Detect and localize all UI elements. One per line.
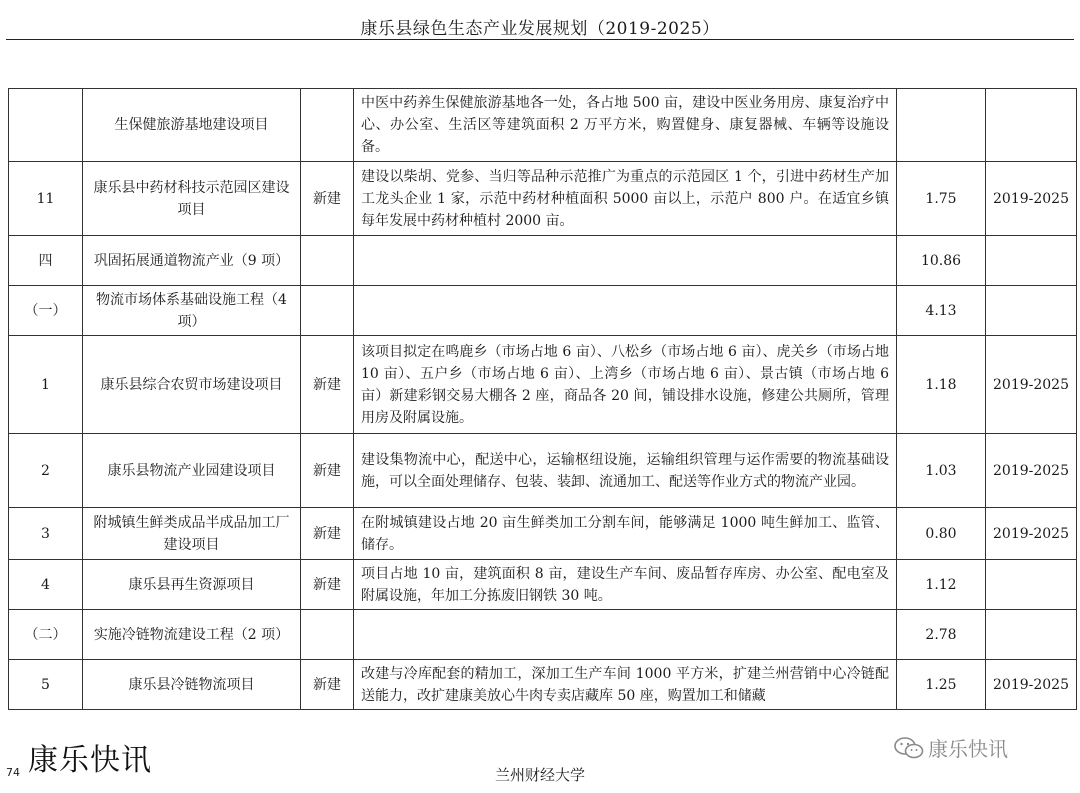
investment-amount (897, 89, 986, 162)
row-number: （二） (9, 610, 83, 660)
construction-period (986, 89, 1077, 162)
row-number: 4 (9, 560, 83, 610)
project-name: 康乐县中药材科技示范园区建设项目 (83, 162, 301, 236)
construction-type: 新建 (301, 162, 354, 236)
investment-amount: 1.03 (897, 434, 986, 508)
construction-type: 新建 (301, 434, 354, 508)
construction-type: 新建 (301, 508, 354, 560)
investment-amount: 1.25 (897, 660, 986, 710)
investment-amount: 10.86 (897, 236, 986, 286)
project-description: 项目占地 10 亩，建筑面积 8 亩，建设生产车间、废品暂存库房、办公室、配电室及附属设施，年加工分拣废旧钢铁 30 吨。 (354, 560, 897, 610)
watermark-text: 康乐快讯 (928, 737, 1008, 761)
project-description: 改建与冷库配套的精加工，深加工生产车间 1000 平方米，扩建兰州营销中心冷链配送能力，改扩建康美放心牛肉专卖店藏库 50 座，购置加工和储藏 (354, 660, 897, 710)
construction-type (301, 286, 354, 336)
project-name: 附城镇生鲜类成品半成品加工厂建设项目 (83, 508, 301, 560)
row-number: 四 (9, 236, 83, 286)
investment-amount: 0.80 (897, 508, 986, 560)
project-description (354, 610, 897, 660)
institution-name: 兰州财经大学 (494, 766, 585, 784)
page-number: 74 (6, 766, 20, 779)
construction-period: 2019-2025 (986, 434, 1077, 508)
investment-amount: 4.13 (897, 286, 986, 336)
project-name: 康乐县再生资源项目 (83, 560, 301, 610)
project-description: 建设集物流中心，配送中心，运输枢纽设施，运输组织管理与运作需要的物流基础设施，可以全面处理储存、包装、装卸、流通加工、配送等作业方式的物流产业园。 (354, 434, 897, 508)
project-name: 康乐县综合农贸市场建设项目 (83, 336, 301, 434)
project-description: 建设以柴胡、党参、当归等品种示范推广为重点的示范园区 1 个，引进中药材生产加工龙头企业 1 家，示范中药材种植面积 5000 亩以上，示范户 800 户。在适宜乡镇每年发展中药材种植村 2000 亩。 (354, 162, 897, 236)
table-row (9, 610, 1077, 660)
project-name: 康乐县物流产业园建设项目 (83, 434, 301, 508)
row-number: 3 (9, 508, 83, 560)
watermark (894, 733, 1008, 762)
project-name: 物流市场体系基础设施工程（4 项） (83, 286, 301, 336)
construction-period (986, 560, 1077, 610)
table-row (9, 560, 1077, 610)
project-name: 实施冷链物流建设工程（2 项） (83, 610, 301, 660)
table-row (9, 434, 1077, 508)
construction-type (301, 236, 354, 286)
construction-period: 2019-2025 (986, 336, 1077, 434)
construction-period: 2019-2025 (986, 660, 1077, 710)
project-description: 中医中药养生保健旅游基地各一处，各占地 500 亩，建设中医业务用房、康复治疗中心、办公室、生活区等建筑面积 2 万平方米，购置健身、康复器械、车辆等设施设备。 (354, 89, 897, 162)
header-divider (6, 39, 1074, 40)
project-table (8, 88, 1077, 710)
investment-amount: 1.75 (897, 162, 986, 236)
row-number: 5 (9, 660, 83, 710)
project-description: 在附城镇建设占地 20 亩生鲜类加工分割车间，能够满足 1000 吨生鲜加工、监管、储存。 (354, 508, 897, 560)
construction-type (301, 610, 354, 660)
table-row (9, 660, 1077, 710)
project-name: 生保健旅游基地建设项目 (83, 89, 301, 162)
wechat-icon (894, 736, 924, 760)
row-number: 2 (9, 434, 83, 508)
table-row (9, 336, 1077, 434)
investment-amount: 2.78 (897, 610, 986, 660)
construction-period: 2019-2025 (986, 162, 1077, 236)
construction-period: 2019-2025 (986, 508, 1077, 560)
row-number (9, 89, 83, 162)
construction-period (986, 236, 1077, 286)
construction-type: 新建 (301, 560, 354, 610)
project-name: 康乐县冷链物流项目 (83, 660, 301, 710)
project-description (354, 286, 897, 336)
table-row (9, 89, 1077, 162)
investment-amount: 1.18 (897, 336, 986, 434)
table-row (9, 286, 1077, 336)
project-description (354, 236, 897, 286)
construction-type (301, 89, 354, 162)
project-description: 该项目拟定在鸣鹿乡（市场占地 6 亩）、八松乡（市场占地 6 亩）、虎关乡（市场占地 10 亩）、五户乡（市场占地 6 亩）、上湾乡（市场占地 6 亩）、景古镇（市场占地 6 亩）新建彩钢交易大棚各 2 座，商品各 20 间，铺设排水设施，修建公共厕所，管理用房及附属设施。 (354, 336, 897, 434)
row-number: （一） (9, 286, 83, 336)
investment-amount: 1.12 (897, 560, 986, 610)
table-row (9, 162, 1077, 236)
page-title: 康乐县绿色生态产业发展规划（2019-2025） (360, 19, 720, 39)
row-number: 11 (9, 162, 83, 236)
row-number: 1 (9, 336, 83, 434)
construction-type: 新建 (301, 660, 354, 710)
project-name: 巩固拓展通道物流产业（9 项） (83, 236, 301, 286)
construction-type: 新建 (301, 336, 354, 434)
construction-period (986, 286, 1077, 336)
construction-period (986, 610, 1077, 660)
table-row (9, 236, 1077, 286)
brand-logo: 康乐快讯 (28, 743, 152, 778)
table-row (9, 508, 1077, 560)
